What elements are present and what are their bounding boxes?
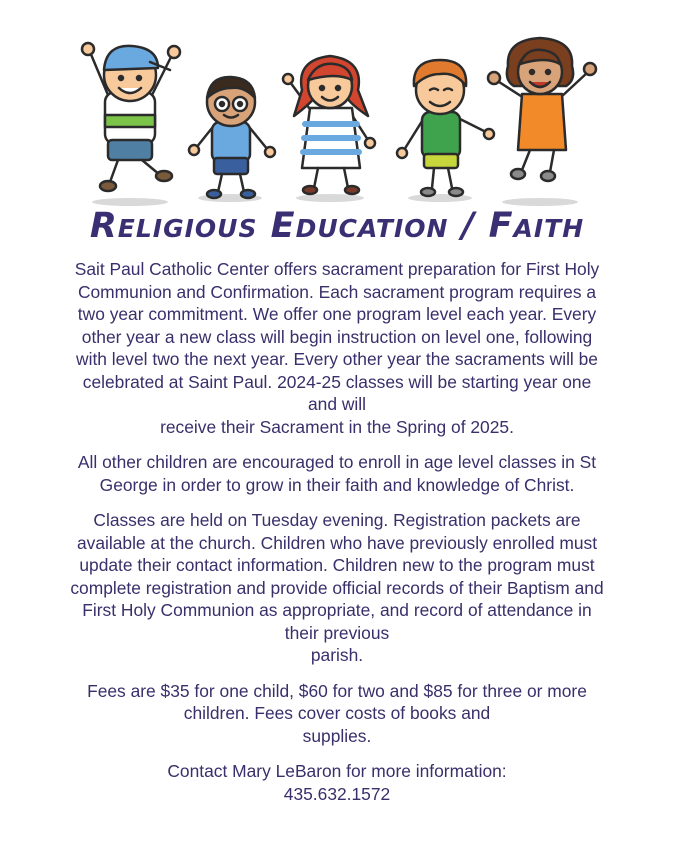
paragraph-fees [22, 680, 652, 748]
text-line: Fees are $35 for one child, $60 for two and $85 for three or more [87, 680, 587, 701]
kid-orange-hair-icon [397, 60, 494, 196]
paragraph-classes-registration [22, 509, 652, 667]
page-title: Religious Education / Faith [89, 206, 585, 246]
text-line: receive their Sacrament in the Spring of 2025. [160, 416, 514, 437]
kid-glasses-icon [189, 77, 275, 198]
text-line: parish. [310, 645, 364, 665]
text-line: and will [308, 394, 366, 414]
text-line: supplies. [302, 725, 372, 746]
body-text [22, 258, 652, 818]
text-line: First Holy Communion as appropriate, and record of attendance in [82, 600, 592, 620]
text-line: update their contact information. Children new to the program must [79, 555, 595, 575]
text-line: Communion and Confirmation. Each sacrament program requires a [77, 281, 597, 302]
text-line: celebrated at Saint Paul. 2024-25 classes will be starting year one [82, 371, 592, 392]
kid-red-hair-icon [283, 56, 375, 194]
text-line: two year commitment. We offer one program level each year. Every [77, 304, 597, 324]
cartoon-children-icon [0, 0, 674, 212]
paragraph-other-children [22, 451, 652, 496]
kid-curly-hair-icon [488, 38, 596, 181]
text-line: with level two the next year. Every other year the sacraments will be [76, 349, 598, 369]
text-line: Sait Paul Catholic Center offers sacrament preparation for First Holy [74, 259, 600, 279]
contact-text: Contact Mary LeBaron for more information: [167, 761, 507, 781]
text-line: Classes are held on Tuesday evening. Registration packets are [93, 510, 581, 530]
contact-phone: 435.632.1572 [283, 783, 391, 804]
kid-blue-cap-icon [82, 43, 180, 191]
text-line: their previous [284, 622, 390, 643]
text-line: All other children are encouraged to enroll in age level classes in St [77, 452, 597, 472]
text-line: children. Fees cover costs of books and [183, 703, 491, 723]
text-line: complete registration and provide official records of their Baptism and [70, 577, 604, 598]
text-line: available at the church. Children who have previously enrolled must [76, 532, 598, 553]
text-line: George in order to grow in their faith and knowledge of Christ. [99, 474, 575, 495]
paragraph-sacrament-program [22, 258, 652, 438]
text-line: other year a new class will begin instruction on level one, following [81, 326, 593, 347]
paragraph-contact [22, 760, 652, 805]
